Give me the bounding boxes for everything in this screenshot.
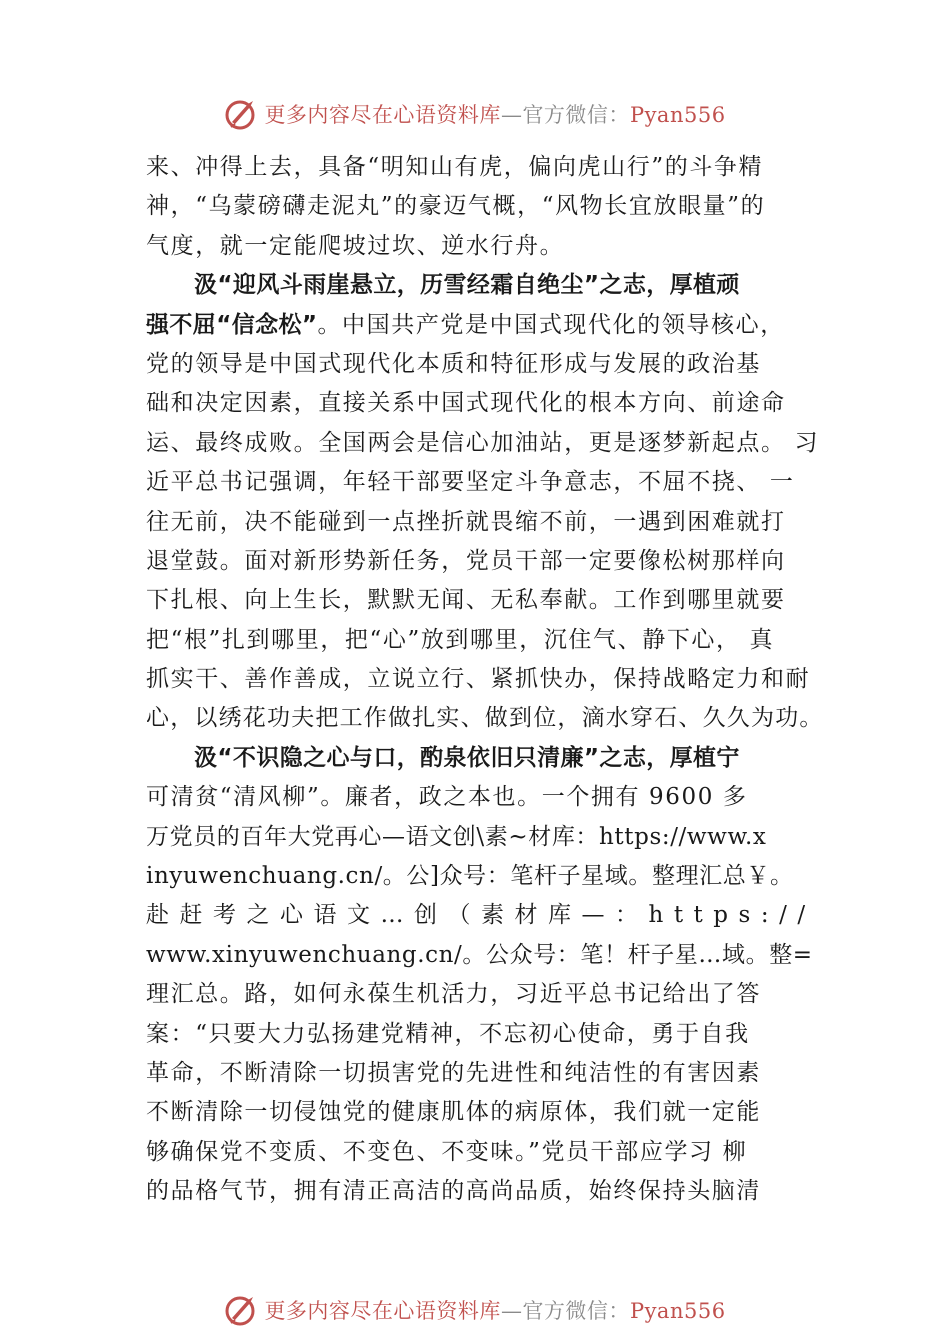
section-heading-tail: 强不屈“信念松” xyxy=(146,311,318,338)
header-banner xyxy=(0,92,950,136)
body-line: 理汇总。路，如何永葆生机活力，习近平总书记给出了答 xyxy=(146,981,761,1008)
body-text: 。中国共产党是中国式现代化的领导核心， xyxy=(317,311,785,338)
body-line: 运、最终成败。全国两会是信心加油站，更是逐梦新起点。 习 xyxy=(146,429,820,456)
document-body xyxy=(146,148,836,1212)
section-heading: 汲“不识隐之心与口，酌泉依旧只清廉”之志，厚植宁 xyxy=(194,744,740,771)
footer-banner-wechat-label: —官方微信： xyxy=(500,1299,630,1323)
body-line: 党的领导是中国式现代化本质和特征形成与发展的政治基 xyxy=(146,350,761,377)
body-line: inyuwenchuang.cn/。公]众号：笔杆子星域。整理汇总￥。 xyxy=(146,863,794,890)
footer-banner xyxy=(0,1288,950,1332)
body-line: 把“根”扎到哪里，把“心”放到哪里，沉住气、静下心， 真 xyxy=(146,626,775,653)
quill-pen-logo-icon xyxy=(224,96,260,132)
body-line: 神，“乌蒙磅礴走泥丸”的豪迈气概，“风物长宜放眼量”的 xyxy=(146,193,766,220)
footer-banner-title: 更多内容尽在心语资料库 xyxy=(264,1299,501,1323)
footer-banner-wechat-id: Pyan556 xyxy=(629,1299,726,1323)
body-line: 退堂鼓。面对新形势新任务，党员干部一定要像松树那样向 xyxy=(146,547,786,574)
body-line: 来、冲得上去，具备“明知山有虎，偏向虎山行”的斗争精 xyxy=(146,154,764,180)
body-line: 不断清除一切侵蚀党的健康肌体的病原体，我们就一定能 xyxy=(146,1099,761,1126)
body-line: 往无前，决不能碰到一点挫折就畏缩不前，一遇到困难就打 xyxy=(146,508,786,535)
body-line: 抓实干、善作善成，立说立行、紧抓快办，保持战略定力和耐 xyxy=(146,666,811,693)
body-line: 案：“只要大力弘扬建党精神，不忘初心使命，勇于自我 xyxy=(146,1020,750,1047)
header-banner-wechat-id: Pyan556 xyxy=(629,103,726,127)
body-line: 革命，不断清除一切损害党的先进性和纯洁性的有害因素 xyxy=(146,1059,761,1086)
body-line: 够确保党不变质、不变色、不变味。”党员干部应学习 柳 xyxy=(146,1138,748,1165)
quill-pen-logo-icon xyxy=(224,1292,260,1328)
body-line: 下扎根、向上生长，默默无闻、无私奉献。工作到哪里就要 xyxy=(146,587,786,614)
body-line: 心，以绣花功夫把工作做扎实、做到位，滴水穿石、久久为功。 xyxy=(146,705,824,732)
header-banner-wechat-label: —官方微信： xyxy=(500,103,630,127)
body-line xyxy=(146,306,836,345)
body-line: 赴赶考之心语文…创（素材库—：https:// xyxy=(146,902,816,929)
body-line: 可清贫“清风柳”。廉者，政之本也。一个拥有 9600 多 xyxy=(146,784,748,811)
header-banner-title: 更多内容尽在心语资料库 xyxy=(264,103,501,127)
body-line: 气度，就一定能爬坡过坎、逆水行舟。 xyxy=(146,232,565,259)
section-heading: 汲“迎风斗雨崖悬立，历雪经霜自绝尘”之志，厚植顽 xyxy=(194,272,740,299)
header-banner-text xyxy=(264,99,725,129)
body-line: www.xinyuwenchuang.cn/。公众号：笔！杆子星…域。整= xyxy=(146,941,813,968)
footer-banner-text xyxy=(264,1295,725,1325)
body-line: 万党员的百年大党再心—语文创\素~材库：https://www.x xyxy=(146,823,767,850)
body-line: 近平总书记强调，年轻干部要坚定斗争意志，不屈不挠、 一 xyxy=(146,469,795,496)
body-line: 的品格气节，拥有清正高洁的高尚品质，始终保持头脑清 xyxy=(146,1178,761,1205)
body-line: 础和决定因素，直接关系中国式现代化的根本方向、前途命 xyxy=(146,390,786,417)
